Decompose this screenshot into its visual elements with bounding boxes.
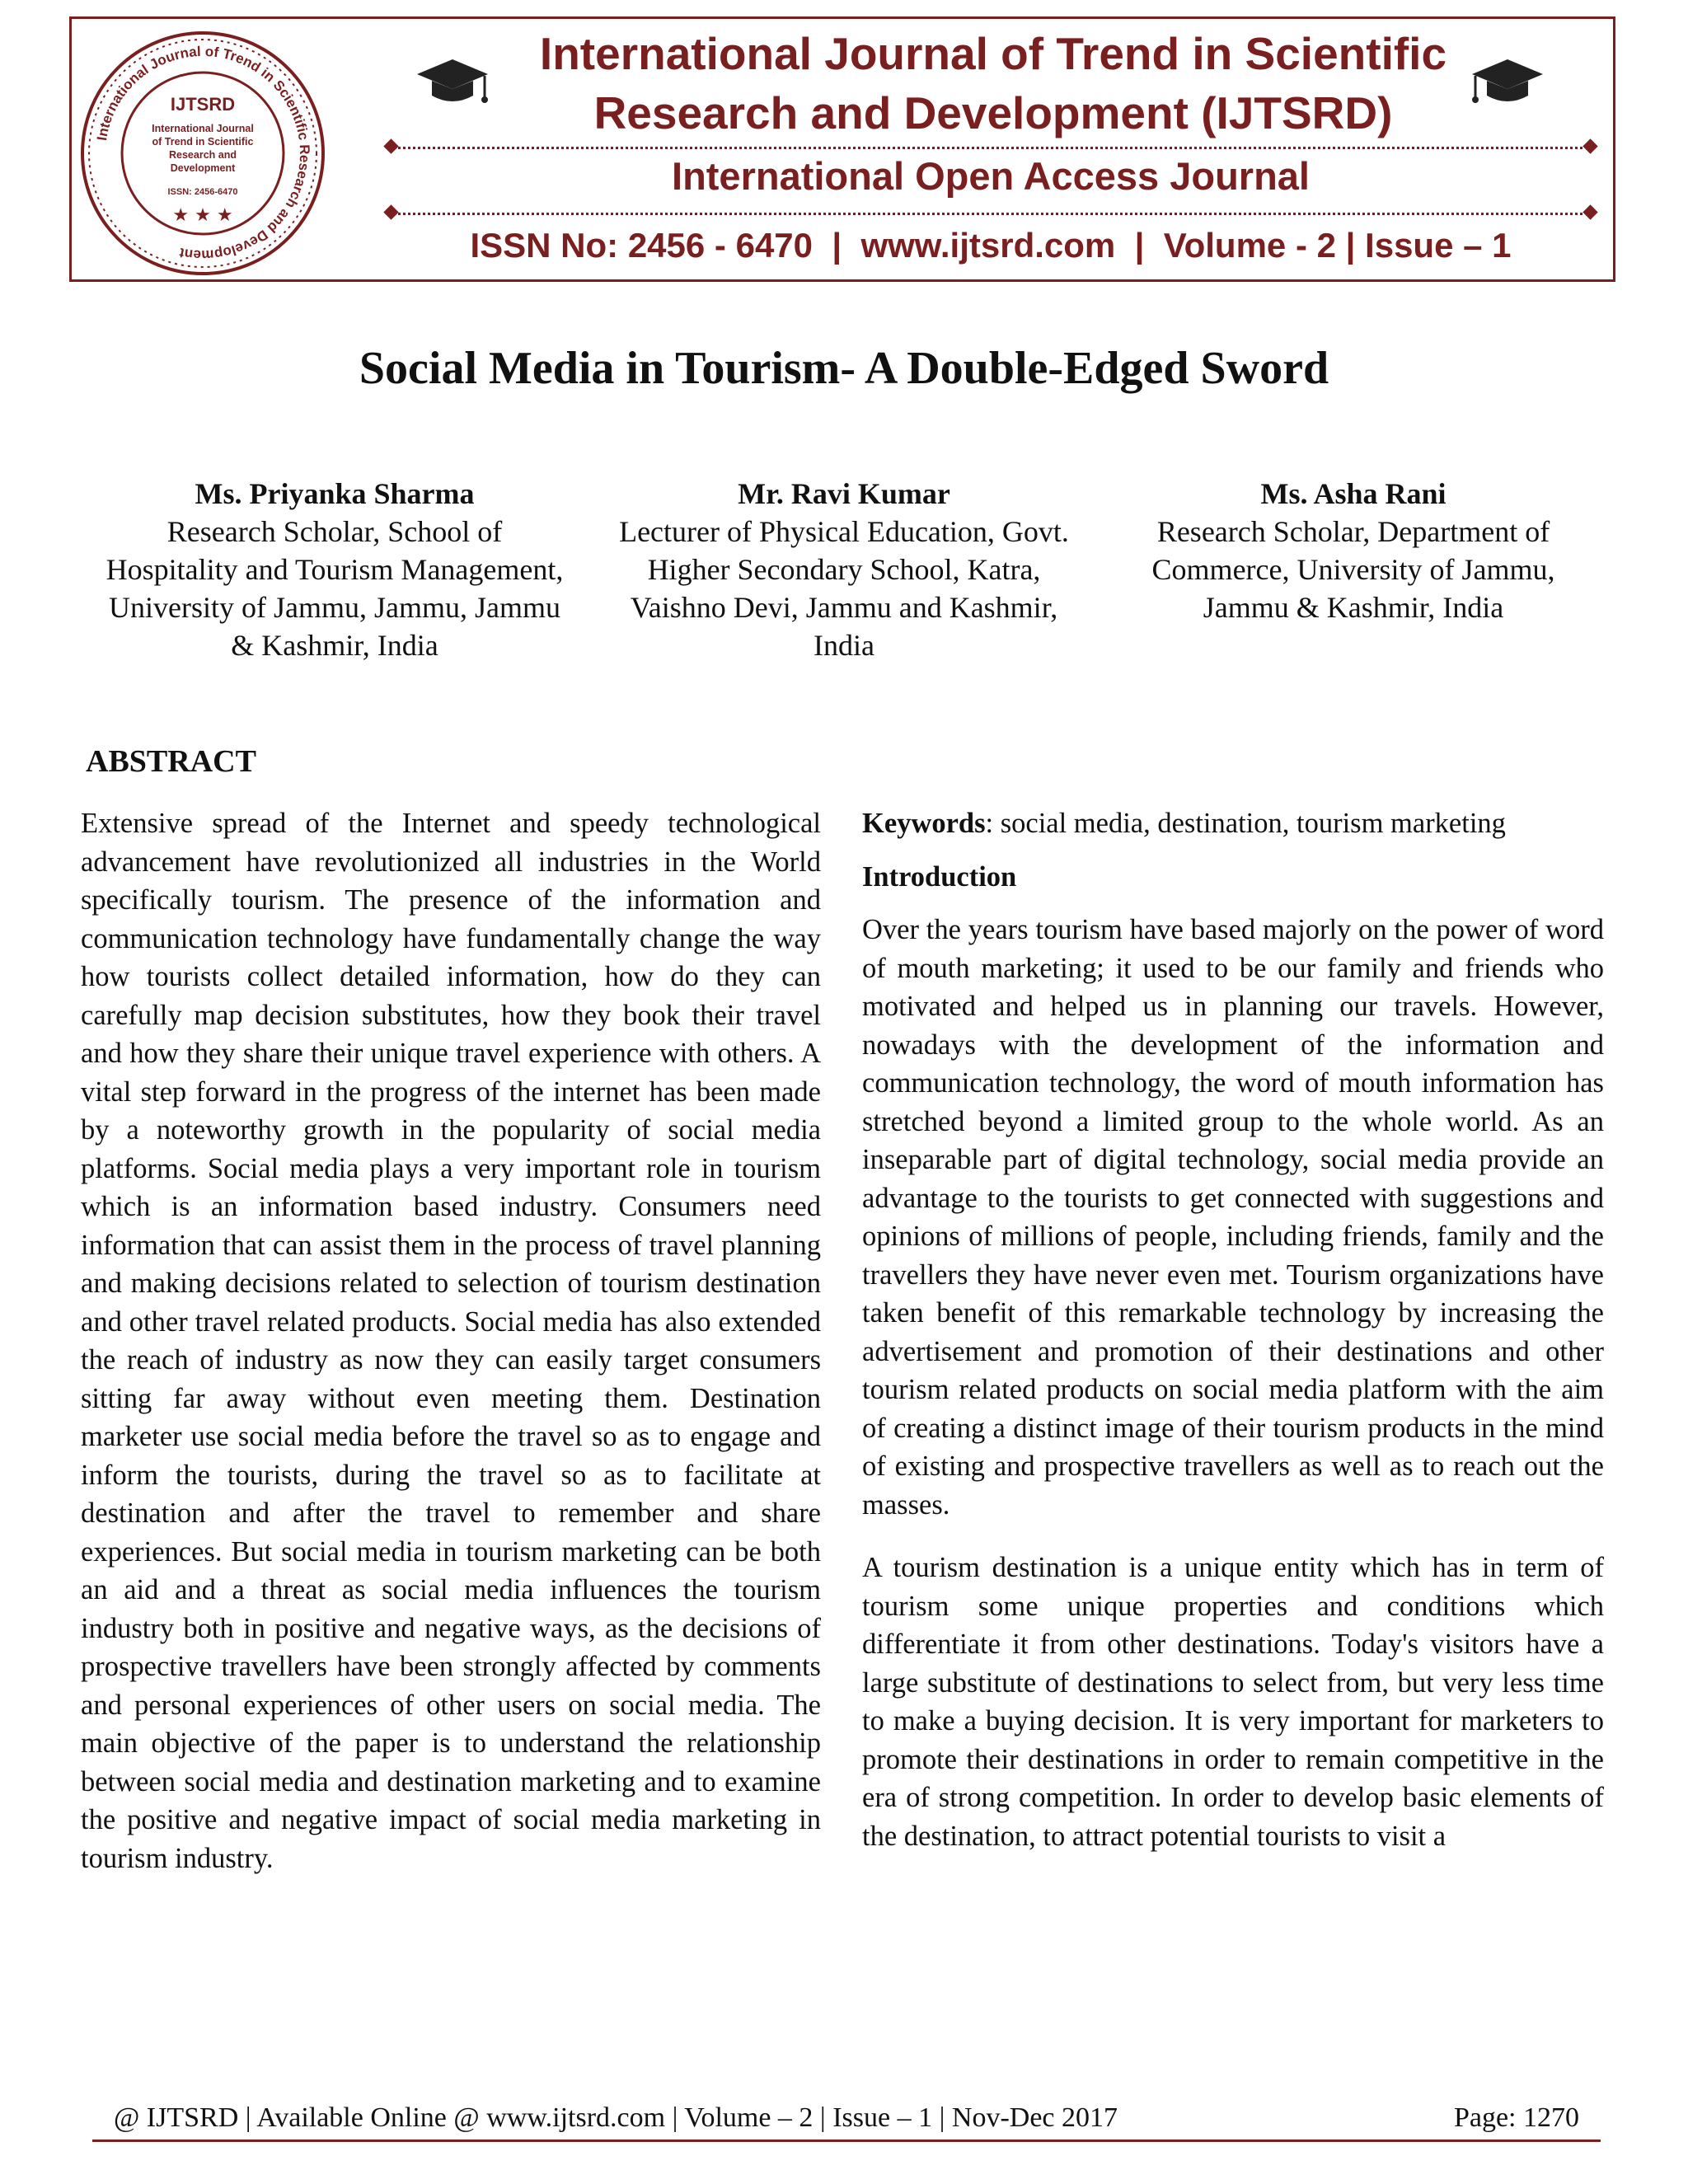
introduction-paragraph: Over the years tourism have based majorly on the power of word of mouth marketing; it used to be our family and friends who motivated and helped us in planning our travels. However, nowadays with the development of the information and communication technology, the word of mouth information has stretched beyond a limited group to the whole world. As an inseparable part of digital technology, social media provide an advantage to the tourists to get connected with suggestions and opinions of millions of people, including friends, family and the travellers they have never even met. Tourism organizations have taken benefit of this remarkable technology by increasing the advertisement and promotion of their destinations and other tourism related products on social media platform with the aim of creating a distinct image of their tourism products in the mind of existing and prospective travellers as well as to reach out the masses. bbox=[862, 914, 1604, 1521]
author-block bbox=[104, 475, 565, 664]
header-divider bbox=[392, 213, 1589, 215]
author-affiliation: Lecturer of Physical Education, Govt. Higher Secondary School, Katra, Vaishno Devi, Jammu and Kashmir, India bbox=[619, 515, 1069, 662]
keywords-list: : social media, destination, tourism marketing bbox=[985, 808, 1506, 839]
svg-text:International Journal of Trend: International Journal of Trend in Scientific Research and Development bbox=[94, 43, 313, 264]
journal-seal-logo bbox=[79, 30, 326, 277]
svg-text:ISSN: 2456-6470: ISSN: 2456-6470 bbox=[167, 187, 238, 197]
author-block bbox=[1123, 475, 1584, 626]
keywords bbox=[862, 804, 1604, 843]
right-column bbox=[862, 804, 1604, 1855]
introduction-heading: Introduction bbox=[862, 860, 1017, 893]
issn-website-volume-line: ISSN No: 2456 - 6470 | www.ijtsrd.com | Volume - 2 | Issue – 1 bbox=[470, 226, 1512, 265]
svg-text:International Journal: International Journal bbox=[152, 123, 254, 134]
page-footer bbox=[92, 2100, 1601, 2136]
author-name: Ms. Priyanka Sharma bbox=[195, 477, 475, 510]
footer-divider bbox=[92, 2139, 1601, 2142]
introduction-paragraph: A tourism destination is a unique entity which has in term of tourism some unique properties and conditions which differentiate it from other destinations. Today's visitors have a large substitute of destinations to select from, but very less time to make a buying decision. It is very important for marketers to promote their destinations in order to remain competitive in the era of strong competition. In order to develop basic elements of the destination, to attract potential tourists to visit a bbox=[862, 1552, 1604, 1852]
left-column bbox=[81, 804, 821, 1877]
author-name: Ms. Asha Rani bbox=[1260, 477, 1447, 510]
keywords-label: Keywords bbox=[862, 808, 986, 839]
journal-subtitle: International Open Access Journal bbox=[672, 154, 1310, 198]
svg-text:Development: Development bbox=[170, 162, 236, 174]
abstract-heading: ABSTRACT bbox=[86, 744, 256, 779]
author-affiliation: Research Scholar, Department of Commerce, University of Jammu, Jammu & Kashmir, India bbox=[1151, 515, 1555, 624]
paper-title: Social Media in Tourism- A Double-Edged Sword bbox=[359, 343, 1329, 394]
svg-text:IJTSRD: IJTSRD bbox=[170, 94, 236, 115]
page-number: Page: 1270 bbox=[1453, 2102, 1579, 2133]
svg-text:of Trend in Scientific: of Trend in Scientific bbox=[152, 136, 254, 148]
journal-name-line2: Research and Development (IJTSRD) bbox=[593, 87, 1393, 138]
abstract-text: Extensive spread of the Internet and speedy technological advancement have revolutionized all industries in the World specifically tourism. The presence of the information and communication technology have fundamentally change the way how tourists collect detailed information, how do they can carefully map decision substitutes, how they book their travel and how they share their unique travel experience with others. A vital step forward in the progress of the internet has been made by a noteworthy growth in the popularity of social media platforms. Social media plays a very important role in tourism which is an information based industry. Consumers need information that can assist them in the process of travel planning and making decisions related to selection of tourism destination and other travel related products. Social media has also extended the reach of industry as now they can easily target consumers sitting far away without even meeting them. Destination marketer use social media before the travel so as to engage and inform the tourists, during the travel so as to facilitate at destination and after the travel to remember and share experiences. But social media in tourism marketing can be both an aid and a threat as social media influences the tourism industry both in positive and negative ways, as the decisions of prospective travellers have been strongly affected by comments and personal experiences of other users on social media. The main objective of the paper is to understand the relationship between social media and destination marketing and to examine the positive and negative impact of social media marketing in tourism industry. bbox=[81, 808, 821, 1874]
author-block bbox=[613, 475, 1075, 664]
footer-citation: @ IJTSRD | Available Online @ www.ijtsrd.com | Volume – 2 | Issue – 1 | Nov-Dec 2017 bbox=[114, 2102, 1118, 2133]
author-name: Mr. Ravi Kumar bbox=[738, 477, 950, 510]
journal-name-line1: International Journal of Trend in Scientific bbox=[539, 28, 1447, 79]
svg-text:Research and: Research and bbox=[169, 149, 237, 161]
svg-text:★ ★ ★: ★ ★ ★ bbox=[172, 205, 233, 226]
author-affiliation: Research Scholar, School of Hospitality and Tourism Management, University of Jammu, Jammu, Jammu & Kashmir, India bbox=[106, 515, 564, 662]
header-divider bbox=[392, 147, 1589, 149]
